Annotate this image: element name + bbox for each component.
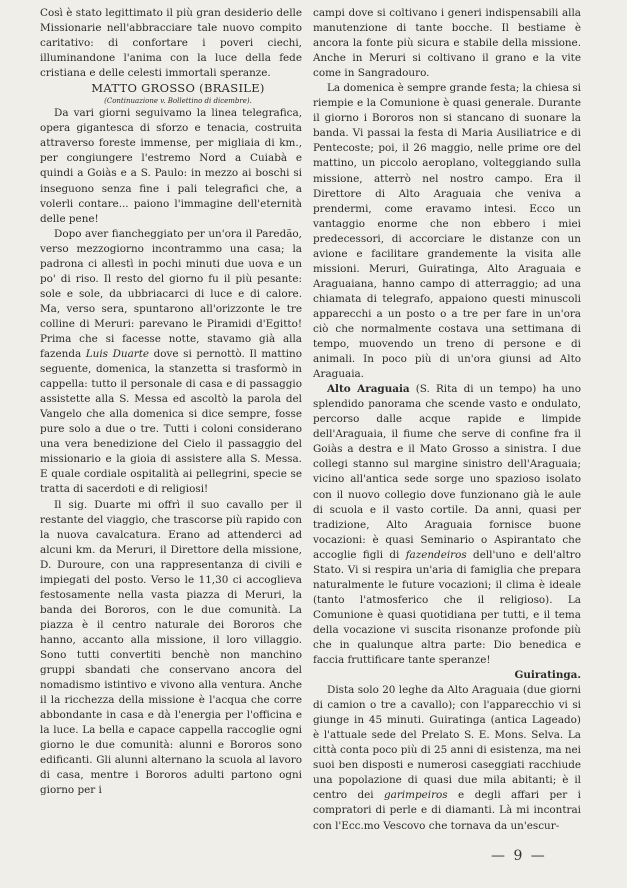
guiratinga-text-b: e degli affari per i compratori di perle e di diamanti. Là mi incontrai con l'Ecc.mo Vescovo che tornava da un'escur- [313, 789, 581, 832]
alto-araguaia-text-b: dell'uno e dell'altro Stato. Vi si respira un'aria di famiglia che prepara naturalmente le future vocazioni; il clima è ideale (tanto l'atmosferico che il religioso). La Comunione è quasi quotidiana per tutti, e il tema della vocazione vi suscita risonanze profonde più che in qualunque altra parte: Dio benedica e faccia fruttificare tante speranze! [313, 548, 581, 667]
paragraph-alto-araguaia [313, 382, 581, 668]
guiratinga-text-a: Dista solo 20 leghe da Alto Araguaia (due giorni di camion o tre a cavallo); con l'apparecchio vi si giunge in 45 minuti. Guiratinga (antica Lageado) è l'attuale sede del Prelato S. E. Mons. Selva. La città conta poco più di 25 anni di esistenza, ma nei suoi ben disposti e numerosi caseggiati racchiude una popolazione di quasi due mila abitanti; è il centro dei [313, 684, 581, 802]
paragraph-duarte: Il sig. Duarte mi offrì il suo cavallo per il restante del viaggio, che trascorse più rapido con la nuova cavalcatura. Erano ad attenderci ad alcuni km. da Meruri, il Direttore della missione, D. Duroure, con una rappresentanza di civili e impiegati del posto. Verso le 11,30 ci accoglieva festosamente nella vasta piazza di Meruri, la banda dei Bororos, con le due comunità. La piazza è il centro naturale dei Bororos che hanno, accanto alla missione, il loro villaggio. Sono tutti convertiti benchè non manchino gruppi sbandati che conservano ancora del nomadismo istintivo e vivono alla ventura. Anche il la ricchezza della missione è l'acqua che corre abbondante in casa e dà l'energia per l'officina e la luce. La bella e capace cappella raccoglie ogni giorno le due comunità: alunni e Bororos sono edificanti. Gli alunni alternano la scuola al lavoro di casa, mentre i Bororos adulti partono ogni giorno per i [40, 498, 302, 797]
paragraph-fields: campi dove si coltivano i generi indispensabili alla manutenzione di tante bocche. Il bestiame è ancora la fonte più sicura e stabile della missione. Anche in Meruri si coltivano il grano e la vite come in Sangradouro. [313, 7, 581, 80]
paragraph-guiratinga [313, 683, 581, 833]
guiratinga-subheading: Guiratinga. [514, 669, 581, 682]
fazenda-name: Luis Duarte [85, 348, 150, 361]
left-column [40, 6, 302, 798]
alto-araguaia-heading: Alto Araguaia [327, 383, 410, 396]
alto-araguaia-text-a: (S. Rita di un tempo) ha uno splendido panorama che scende vasto e ondulato, percorso dalle acque rapide e limpide dell'Araguaia, il fiume che serve di confine fra il Goiàs a destra e il Mato Grosso a sinistra. I due collegi stanno sul margine sinistro dell'Araguaia; vicino all'antica sede sorge uno spazioso isolato con il nuovo collegio dove funzionano già le aule di scuola e il vasto cortile. Da anni, quasi per tradizione, Alto Araguaia fornisce buone vocazioni: è quasi Seminario o Aspirantato che accoglie figli di [313, 383, 581, 561]
paragraph-paredao-text-b: dove si pernottò. Il mattino seguente, domenica, la stanzetta si trasformò in cappella: tutto il personale di casa e di passaggio assistette alla S. Messa ed ascoltò la parola del Vangelo che alla domenica si dice sempre, fosse pure solo a due o tre. Tutti i coloni considerano una vera benedizione del Cielo il passaggio del missionario e la gioia di assistere alla S. Messa. E quale cordiale ospitalità ai pellegrini, specie se tratta di sacerdoti e di religiosi! [40, 348, 303, 496]
intro-paragraph: Così è stato legittimato il più gran desiderio delle Missionarie nell'abbracciare tale nuovo compito caritativo: di confortare i poveri ciechi, illuminandone l'anima con la luce della fede cristiana e delle celesti immortali speranze. [40, 7, 302, 80]
fazendeiros-term: fazendeiros [405, 548, 467, 561]
paragraph-sunday: La domenica è sempre grande festa; la chiesa si riempie e la Comunione è quasi generale. Durante il giorno i Bororos non si stancano di suonare la banda. Vi passai la festa di Maria Ausiliatrice e di Pentecoste; poi, il 26 maggio, nelle prime ore del mattino, un piccolo aeroplano, volteggiando sulla missione, atterrò nel nostro campo. Era il Direttore di Alto Araguaia che veniva a prendermi, come eravamo intesi. Ecco un vantaggio enorme che non ebbero i miei predecessori, di accorciare le distanze con un avione e facilitare grandemente la visita alle missioni. Meruri, Guiratinga, Alto Araguaia e Araguaiana, hanno campo di atterraggio; ad una chiamata di telegrafo, appaiono questi minuscoli apparecchi a un posto o a tre per fare in un'ora ciò che normalmente costava una settimana di tempo, muovendo un treno di persone e di animali. In poco più di un'ora giunsi ad Alto Araguaia. [313, 82, 581, 381]
paragraph-paredao-text-a: Dopo aver fiancheggiato per un'ora il Paredão, verso mezzogiorno incontrammo una casa; la padrona ci allestì in pochi minuti due uova e un po' di riso. Il resto del giorno fu il più pesante: sole e sole, da ubbriacarci di luce e di calore. Ma, verso sera, spuntarono all'orizzonte le tre colline di Meruri: parevano le Piramidi d'Egitto! Prima che si facesse notte, stavamo già alla fazenda [40, 227, 302, 361]
page-number: — 9 — [491, 848, 547, 864]
section-title: MATTO GROSSO (BRASILE) [91, 81, 265, 96]
right-column [313, 6, 581, 834]
paragraph-paredao [40, 227, 302, 498]
garimpeiros-term: garimpeiros [383, 789, 448, 802]
paragraph-telegraph-line: Da vari giorni seguivamo la linea telegrafica, opera gigantesca di sforzo e tenacia, costruita attraverso foreste immense, per migliaia di km., per congiungere l'estremo Nord a Cuiabà e quindi a Goiàs e a S. Paulo: in mezzo ai boschi si inseguono senza fine i pali telegrafici che, a volerli contare... paiono l'immagine dell'eternità delle pene! [40, 107, 302, 225]
section-subtitle: (Continuazione v. Bollettino di dicembre). [104, 97, 252, 106]
